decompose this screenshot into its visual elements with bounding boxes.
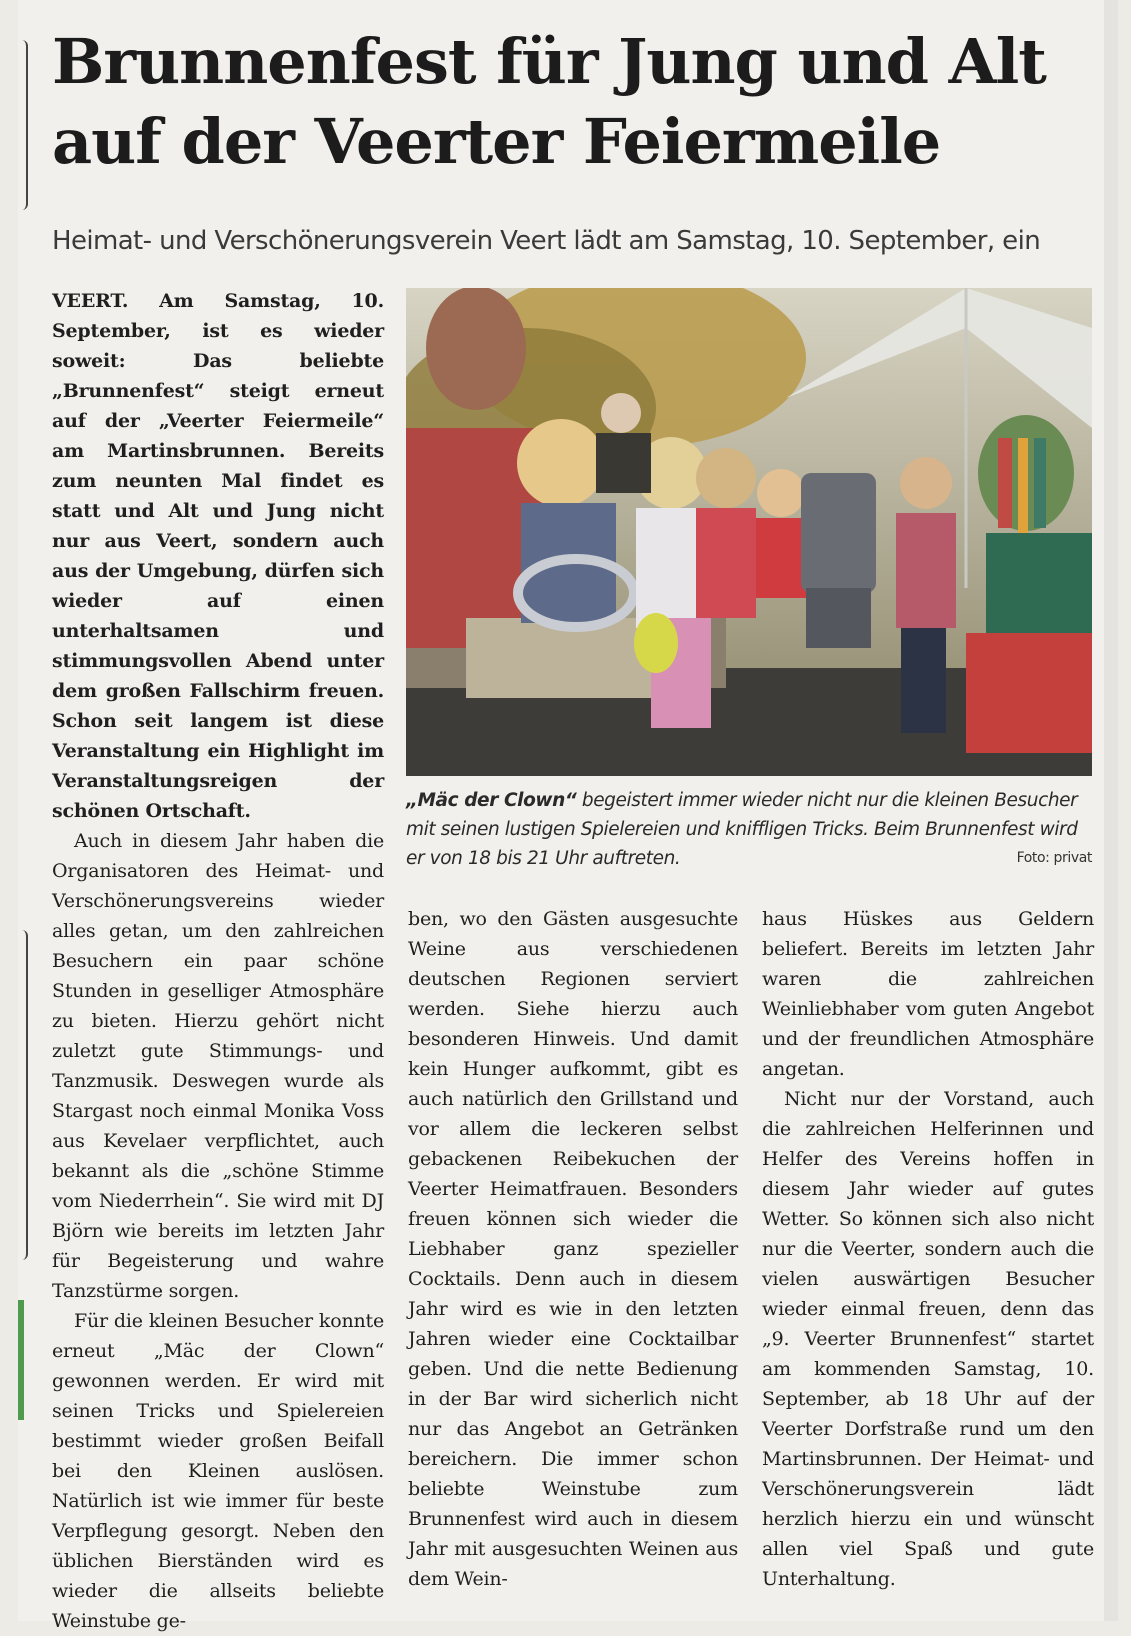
article-paragraph: Auch in diesem Jahr haben die Organisatoren des Heimat- und Verschönerungsvereins wieder alles getan, um den zahlreichen Besuchern ein paar schöne Stunden in geselliger Atmosphäre zu bieten. Hierzu gehört nicht zuletzt gute Stimmungs- und Tanzmusik. Deswegen wurde als Stargast noch einmal Monika Voss aus Kevelaer verpflichtet, auch bekannt als die „schöne Stimme vom Niederrhein“. Sie wird mit DJ Björn wie bereits im letzten Jahr für Begeisterung und wahre Tanzstürme sorgen. bbox=[52, 830, 384, 1302]
photo-credit: Foto: privat bbox=[1016, 850, 1092, 866]
column-right bbox=[762, 904, 1094, 1594]
photo-caption bbox=[406, 786, 1092, 873]
article-paragraph: Nicht nur der Vorstand, auch die zahlreichen Helferinnen und Helfer des Vereins hoffen in diesem Jahr wieder auf gutes Wetter. So können sich also nicht nur die Veerter, sondern auch die vielen auswärtigen Besucher wieder einmal freuen, denn das „9. Veerter Brunnenfest“ startet am kommenden Samstag, 10. September, ab 18 Uhr auf der Veerter Dorfstraße rund um den Martinsbrunnen. Der Heimat- und Verschönerungsverein lädt herzlich hierzu ein und wünscht allen viel Spaß und gute Unterhaltung. bbox=[762, 1088, 1094, 1590]
caption-lead: „Mäc der Clown“ bbox=[406, 790, 577, 811]
adjacent-column-border bbox=[18, 40, 28, 210]
article-paragraph: Für die kleinen Besucher konnte erneut „Mäc der Clown“ gewonnen werden. Er wird mit seinen Tricks und Spielereien bestimmt wieder großen Beifall bei den Kleinen auslösen. Natürlich ist wie immer für beste Verpflegung gesorgt. Neben den üblichen Bierständen wird es wieder die allseits beliebte Weinstube ge- bbox=[52, 1310, 384, 1632]
column-left bbox=[52, 286, 384, 1636]
article-paragraph: haus Hüskes aus Geldern beliefert. Bereits im letzten Jahr waren die zahlreichen Weinliebhaber vom guten Angebot und der freundlichen Atmosphäre angetan. bbox=[762, 908, 1094, 1080]
column-middle bbox=[408, 904, 738, 1594]
article-headline: Brunnenfest für Jung und Alt auf der Veerter Feiermeile bbox=[52, 25, 1046, 178]
newspaper-page bbox=[18, 0, 1118, 1632]
article-paragraph: ben, wo den Gästen ausgesuchte Weine aus verschiedenen deutschen Regionen serviert werden. Siehe hierzu auch besonderen Hinweis. Und damit kein Hunger aufkommt, gibt es auch natürlich den Grillstand und vor allem die leckeren selbst gebackenen Reibekuchen der Veerter Heimatfrauen. Besonders freuen können sich wieder die Liebhaber ganz spezieller Cocktails. Denn auch in diesem Jahr wird es wie in den letzten Jahren wieder eine Cocktailbar geben. Und die nette Bedienung in der Bar wird sicherlich nicht nur das Angebot an Getränken bereichern. Die immer schon beliebte Weinstube zum Brunnenfest wird auch in diesem Jahr mit ausgesuchten Weinen aus dem Wein- bbox=[408, 908, 738, 1590]
article-subtitle: Heimat- und Verschönerungsverein Veert lädt am Samstag, 10. September, ein bbox=[52, 226, 1041, 256]
article-lead: VEERT. Am Samstag, 10. September, ist es wieder soweit: Das beliebte „Brunnenfest“ steigt erneut auf der „Veerter Feiermeile“ am Martinsbrunnen. Bereits zum neunten Mal findet es statt und Alt und Jung nicht nur aus Veert, sondern auch aus der Umgebung, dürfen sich wieder auf einen unterhaltsamen und stimmungsvollen Abend unter dem großen Fallschirm freuen. Schon seit langem ist diese Veranstaltung ein Highlight im Veranstaltungsreigen der schönen Ortschaft. bbox=[52, 290, 384, 822]
adjacent-color-strip bbox=[18, 1300, 24, 1420]
article-photo bbox=[406, 288, 1092, 776]
adjacent-column-border bbox=[18, 930, 28, 1260]
caption-text: begeistert immer wieder nicht nur die kleinen Besucher mit seinen lustigen Spielereien und kniffligen Tricks. Beim Brunnenfest wird er von 18 bis 21 Uhr auftreten. bbox=[406, 790, 1078, 869]
clown-with-children-photo bbox=[406, 288, 1092, 776]
